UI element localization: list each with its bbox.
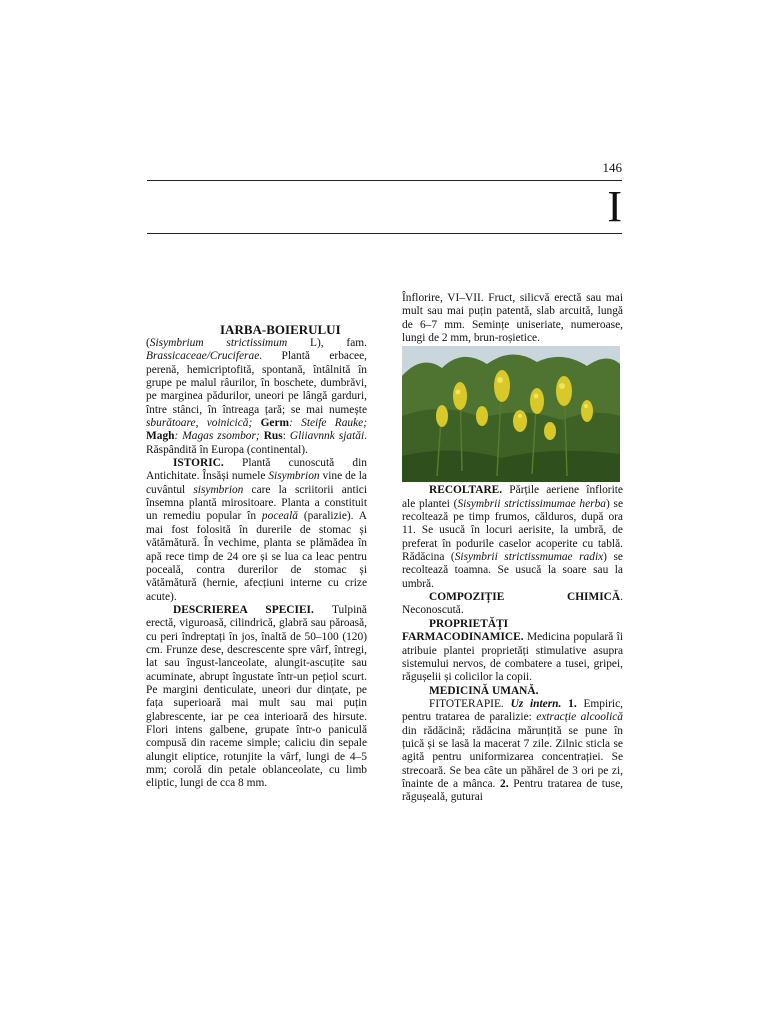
fitoterapie-label: FITOTERAPIE.	[429, 697, 511, 710]
header-rule-bottom	[147, 233, 622, 234]
fitoterapie-paragraph: FITOTERAPIE. Uz intern. 1. Empiric, pentru tratarea de paralizie: extracție alcoolică din rădăcină; rădăcina mărunțită se pune în țuică și se lasă la macerat 7 zile. Zilnic sticla se agită pentru uniformizarea concentrației. Se strecoară. Se bea câte un păhărel de 3 ori pe zi, înainte de a mânca. 2. Pentru tratarea de tuse, răgușeală, guturai	[402, 697, 623, 804]
recoltare-paragraph: RECOLTARE. Părțile aeriene înflorite ale plantei (Sisymbrii strictissimumae herba) se recoltează pe timp frumos, călduros, după ora 11. Se usucă în locuri aerisite, la umbră, de preferat în podurile caselor acoperite cu tablă. Rădăcina (Sisymbrii strictissmumae radix) se recoltează toamna. Se usucă la soare sau la umbră.	[402, 484, 624, 590]
left-column	[146, 322, 367, 791]
right-column	[402, 292, 623, 805]
intro-paragraph: (Sisymbrium strictissimum L), fam. Brassicaceae/Cruciferae. Plantă erbacee, perenă, hemicriptofită, spontană, întâlnită în grupe pe malul râurilor, în boschete, dumbrăvi, pe marginea pădurilor, uneori pe lângă garduri, între stânci, în întreaga țară; se mai numește sburătoare, voinicică; Germ: Steife Rauke; Magh: Magas zsombor; Rus: Gliiavnnk sjatăi. Răspândită în Europa (continental).	[146, 337, 367, 456]
istoric-paragraph: ISTORIC. Plantă cunoscută din Antichitate. Însăși numele Sisymbrion vine de la cuvântul sisymbrion care la scriitorii antici însemna plantă mirositoare. Planta a constituit un remediu popular în poceală (paralizie). A mai fost folosită în durerile de stomac și vătămătură. În vechime, planta se plămădea în apă rece timp de 24 ore și se lua ca leac pentru poceală, contra durerilor de stomac și vătămătură (hernie, afecțiuni interne cu crize acute).	[146, 457, 368, 603]
compozitie-paragraph: COMPOZIȚIE CHIMICĂ. Neconoscută.	[402, 591, 623, 617]
section-letter: I	[607, 182, 622, 231]
compozitie-heading: COMPOZIȚIE CHIMICĂ	[429, 591, 621, 604]
recoltare-heading: RECOLTARE.	[429, 484, 503, 497]
descrierea-paragraph: DESCRIEREA SPECIEI. Tulpină erectă, viguroasă, cilindrică, glabră sau păroasă, cu peri îndreptați în jos, înaltă de 50–100 (120) cm. Frunze dese, descrescente spre vârf, întregi, lat sau îngust-lanceolate, alungit-ascuțite sau acuminate, abrupt îngustate într-un pețiol scurt. Pe margini denticulate, uneori dur dințate, pe fața superioară mai mult sau mai puțin glabrescente, iar pe cea interioară des hirsute. Flori intens galbene, grupate într-o paniculă compusă din raceme simple; caliciu din sepale alungit eliptice, rotunjite la vârf, lungi de 4–5 mm; corolă din petale oblanceolate, cu limb eliptic, lungi de cca 8 mm.	[146, 603, 367, 790]
entry-title: IARBA-BOIERULUI	[220, 322, 341, 337]
proprietati-heading: PROPRIETĂȚI FARMACODINAMICE.	[402, 617, 524, 644]
uz-intern-label: Uz intern.	[510, 697, 562, 710]
plant-photo	[402, 346, 620, 482]
family-name: Brassicaceae/Cruciferae	[146, 350, 260, 363]
common-names: sburătoare, voinicică;	[146, 417, 253, 430]
descrierea-heading: DESCRIEREA SPECIEI.	[173, 603, 314, 616]
continuation-paragraph: Înflorire, VI–VII. Fruct, silicvă erectă sau mai mult sau mai puțin patentă, slab arcuită, lungă de 6–7 mm. Semințe uniseriate, numeroase, lungi de 2 mm, brun-roșietice.	[402, 292, 623, 345]
latin-name: Sisymbrium strictissimum	[149, 337, 288, 349]
page-number: 146	[602, 160, 622, 175]
proprietati-paragraph: PROPRIETĂȚI FARMACODINAMICE. Medicina populară îi atribuie plantei proprietăți stimulative asupra sistemului nervos, de combatere a tusei, gripei, răgușelii și colicilor la copii.	[402, 617, 623, 684]
yellow-flowering-plant-photo-icon	[402, 346, 620, 482]
istoric-heading: ISTORIC.	[173, 457, 224, 470]
rus-label: Rus	[259, 430, 283, 443]
magh-label: Magh	[146, 430, 175, 443]
germ-label: Germ	[252, 417, 290, 430]
header-rule-top	[147, 180, 622, 181]
medicina-heading: MEDICINĂ UMANĂ.	[429, 684, 539, 697]
